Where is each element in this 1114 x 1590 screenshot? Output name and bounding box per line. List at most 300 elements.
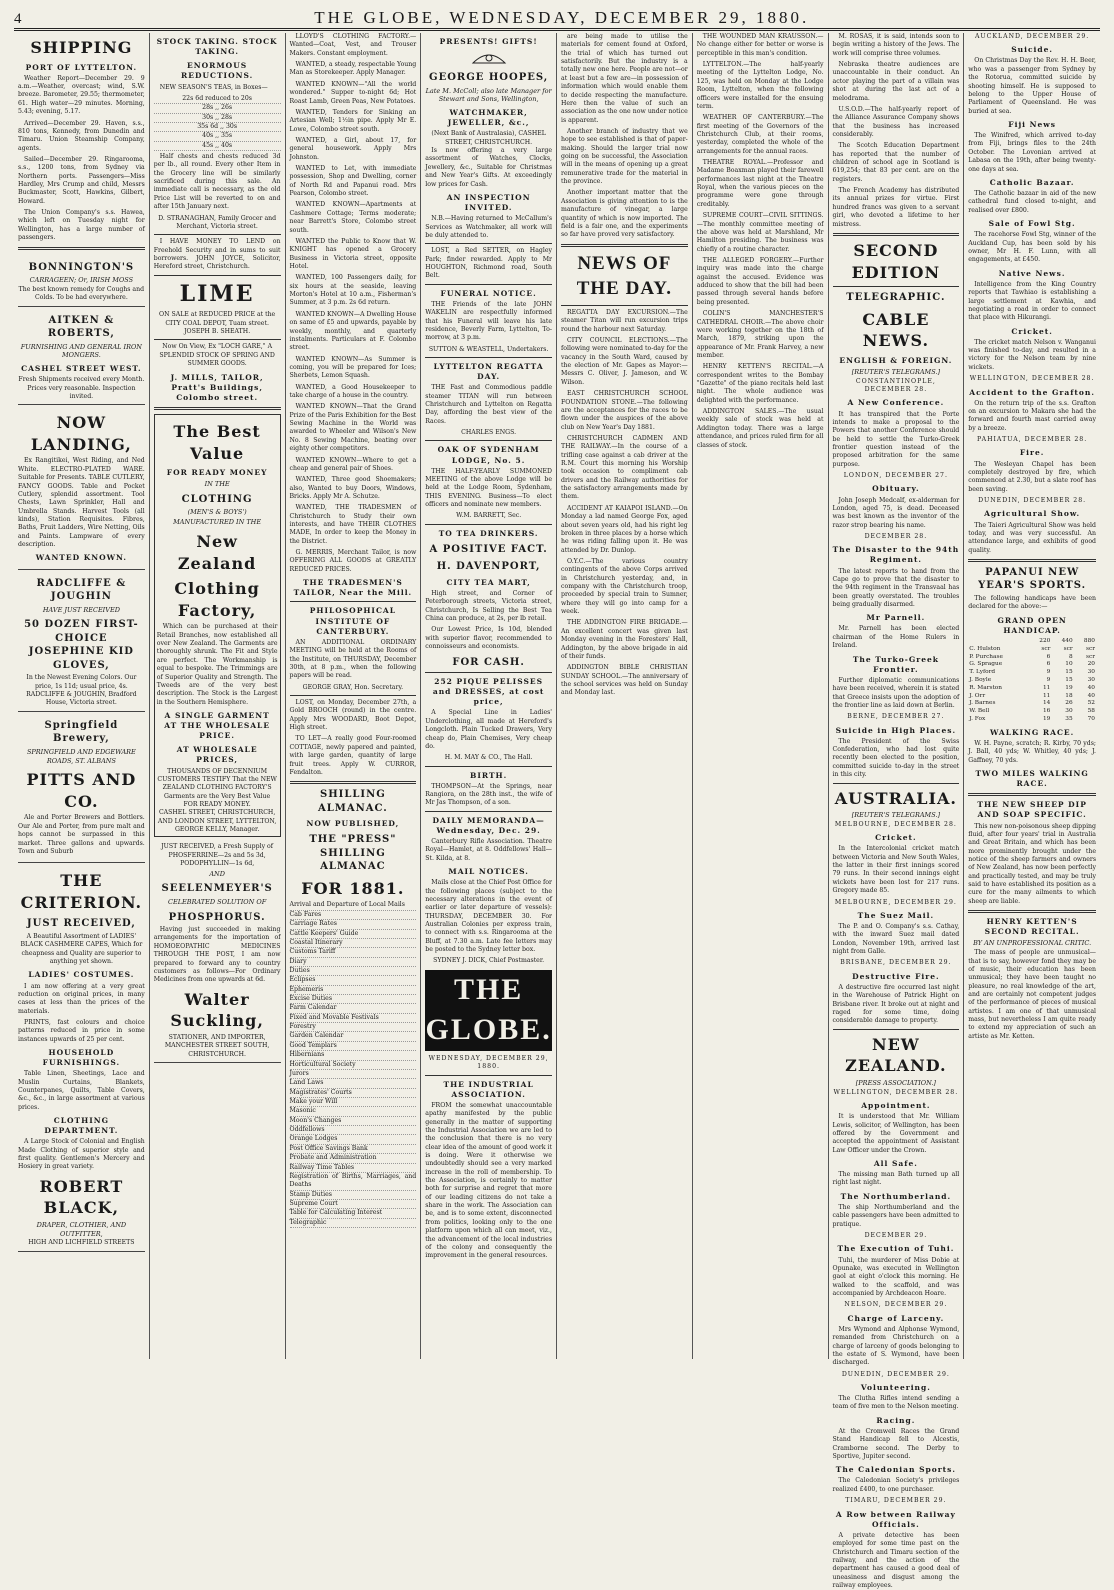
divider <box>561 244 688 247</box>
clothing-title: CLOTHING DEPARTMENT. <box>44 1116 119 1136</box>
almanac-item: Hibernians <box>290 1051 417 1060</box>
news-item: REGATTA DAY EXCURSION.—The steamer Titan will run excursion trips round the harbour next Saturday. <box>561 308 688 333</box>
dateline: MELBOURNE, DECEMBER 29. <box>834 898 957 906</box>
divider <box>425 1075 552 1076</box>
tele-text: The latest reports to hand from the Cape go to prove that the disaster to the 94th regiment in the Transvaal has been greatly overstated. The troubles being gradually disarmed. <box>832 567 960 608</box>
cell: 30 <box>1087 669 1095 676</box>
tele-text: It is understood that Mr. William Lewis, solicitor, of Wellington, has been offered by the Government and accepted the appointment of Assistant Law Officer under the Crown. <box>832 1113 960 1154</box>
hoopes-addr: (Next Bank of Australasia), CASHEL STREET, CHRISTCHURCH. <box>431 130 546 146</box>
tele-text: Further diplomatic communications have been received, wherein it is stated that Greece insists upon the adoption of the frontier line as laid down at Berlin. <box>832 676 960 709</box>
wanted-ad: WANTED, a Girl, about 17, for general housework. Apply Mrs Johnston. <box>289 136 417 161</box>
tele-text: A private detective has been employed for some time past on the Christchurch and Timaru section of the railway, and the action of the department has caused a good deal of uneasiness and disgust among the railway employees. <box>832 1531 960 1589</box>
tele-text: The Winifred, which arrived to-day from Fiji, brings files to the 24th October. The Lovonian arrived at Labasa on the 19th, after being twenty-one days at sea. <box>968 132 1096 173</box>
cable-news: CABLE NEWS. <box>862 309 930 351</box>
enormous-reductions: ENORMOUS REDUCTIONS. <box>181 61 254 81</box>
lime-title: LIME <box>179 280 255 307</box>
divider <box>425 357 552 358</box>
almanac-item: Farm Calendar <box>290 1004 417 1013</box>
cell: 9 <box>1046 669 1051 676</box>
divider <box>154 234 281 235</box>
memo-title: DAILY MEMORANDA—Wednesday, Dec. 29. <box>432 815 545 835</box>
hoopes-text: Is now offering a very large assortment of Watches, Clocks, Jewellery, &c., Suitable for Christmas and New Year's Gifts. At exceedingly low prices for Cash. <box>425 147 552 188</box>
divider <box>425 766 552 767</box>
household-text: Table Linen, Sheetings, Lace and Muslin Curtains, Blankets, Counterpanes, Quilts, Table Covers, &c., &c., in large assortment at various prices. <box>18 1070 145 1111</box>
handicap-table <box>968 638 1096 724</box>
column-7 <box>829 33 965 1589</box>
tele-text: The President of the Swiss Confederation, who had lost quite recently been elected to the position, committed suicide to-day in the street in this city. <box>832 737 960 779</box>
ladies-title: LADIES' COSTUMES. <box>28 970 135 980</box>
press-association: [PRESS ASSOCIATION.] <box>855 1078 936 1087</box>
royal-crest-icon <box>469 49 509 67</box>
divider <box>290 695 417 696</box>
tele-text: At the Cromwell Races the Grand Stand Handicap fell to Alcestis, Cramborne second. The Derby to Sportive, Jupiter second. <box>832 1427 960 1460</box>
regatta-text: THE Fast and Commodious paddle steamer TITAN will run between Christchurch and Lyttelton on Regatta Day, affording the best view of the Races. <box>425 384 552 425</box>
column-3 <box>286 33 422 1359</box>
tele-title: The Turko-Greek Frontier. <box>852 654 939 674</box>
news-of-the-day: NEWS OF THE DAY. <box>576 252 673 300</box>
almanac-item: Probate and Administration <box>290 1154 417 1163</box>
radcliffe-text: In the Newest Evening Colors. Our price, 1s 11d; usual price, 4s. <box>26 674 137 690</box>
para: U.S.O.D.—The half-yearly report of the Alliance Assurance Company shows that the business has increased considerably. <box>832 105 960 138</box>
column-2 <box>150 33 286 1359</box>
manufactured: MANUFACTURED IN THE <box>173 518 262 527</box>
regatta-sign: CHARLES ENGS. <box>461 429 517 437</box>
tele-title: Suicide in High Places. <box>835 725 957 735</box>
tele-text: The Clutha Rifles intend sending a team of five men to the Nelson meeting. <box>832 1395 960 1411</box>
almanac-item: Excise Duties <box>290 995 417 1004</box>
cell: 14 <box>1042 700 1051 707</box>
table-row <box>968 661 1096 669</box>
shipping-heading: SHIPPING <box>30 38 133 57</box>
pitts-title: PITTS AND CO. <box>26 770 137 811</box>
tea-price: 30s ,, 28s <box>154 114 281 123</box>
mails-text: Mails close at the Chief Post Office for the following places (subject to the necessary alterations in the event of earlier or later departure of vessels): THURSDAY, DECEMBER 30. For Australian Colonies per express train, to connect with s.s. Ringarooma at the Bluff, at 7.30 a.m. Late fee letters may be posted to the Sydney letter box. <box>425 879 552 954</box>
tele-text: The ship Northumberland and the cable passengers have been admitted to pratique. <box>832 1203 960 1228</box>
tele-title: A New Conference. <box>847 398 945 408</box>
telegraphic: TELEGRAPHIC. <box>846 292 946 304</box>
reuter: [REUTER'S TELEGRAMS.] <box>851 811 941 820</box>
prints-text: PRINTS, fast colours and choice patterns reduced in price in some instances upwards of 25 per cent. <box>18 1018 145 1043</box>
columns <box>14 33 1100 1589</box>
for-ready: FOR READY MONEY <box>166 468 268 478</box>
news-item: CITY COUNCIL ELECTIONS.—The following were nominated to-day for the vacancy in the South Ward, caused by the election of Mr. Gapes as Mayor:—Messrs C. Oliver, J. Jameson, and W. Wilson. <box>561 336 688 386</box>
best-value: The Best Value <box>173 421 261 463</box>
tea-price: 28s ,, 26s <box>154 104 281 113</box>
cell: 9 <box>1046 676 1051 683</box>
almanac-item: Customs Tariff <box>290 948 417 957</box>
almanac-item: Fixed and Movable Festivals <box>290 1014 417 1023</box>
cell: 35 <box>1065 716 1073 723</box>
almanac-item: Cab Fares <box>290 911 417 920</box>
radcliffe-sub: HAVE JUST RECEIVED <box>42 605 120 614</box>
almanac-item: Garden Calendar <box>290 1032 417 1041</box>
tele-text: Tuhi, the murderer of Miss Dobie at Opunake, was executed in Wellington gaol at eight o'clock this morning. He walked to the scaffold, and was accompanied by Archdeacon Hoare. <box>832 1256 960 1297</box>
union-note: The Union Company's s.s. Hawea, which left on Tuesday night for Wellington, has a large number of passengers. <box>18 209 145 242</box>
almanac-item: Forestry <box>290 1023 417 1032</box>
cell: C. Hulston <box>969 645 1001 652</box>
teas-text: Half chests and chests reduced 3d per lb., all round. Every other Item in the Grocery line will be similarly sacrificed during this sale. An immediate call is necessary, as the old Price List will be reverted to on and after 15th January next. <box>153 153 281 211</box>
tea-price: 35s 6d ,, 30s <box>154 123 281 132</box>
stranaghan: D. STRANAGHAN, Family Grocer and Merchant, Victoria street. <box>158 214 277 230</box>
tele-text: The P. and O. Company's s.s. Cathay, with the inward Suez mail dated London, November 19th, arrived last night from Galle. <box>832 923 960 956</box>
tele-text: The Wesleyan Chapel has been completely destroyed by fire, which commenced at 2.30, but a slate roof has been saving. <box>968 460 1096 493</box>
papanui-text: The following handicaps have been declared for the above:— <box>968 594 1096 611</box>
ketten-text: The mass of people are unmusical—that is to say, however fond they may be of music, their education has been unmusical; they have been taught no pleasure, no real knowledge of the art, and are certainly not competent judges of the performance of pieces of musical artistes. I am one of that unmusical mass, but nevertheless I am quite ready to extend my appreciation of such an artiste as Mr. Ketten. <box>968 949 1096 1040</box>
masthead <box>14 6 1100 31</box>
cell: 6 <box>1046 653 1051 660</box>
cottage-to-let: TO LET—A really good Four-roomed COTTAGE, newly papered and painted, with large garden, quantity of large fruit trees. Apply W. CURROR, Fendalton. <box>289 735 417 776</box>
news-item: CHRISTCHURCH CADMEN AND THE RAILWAY.—In the course of a trifling case against a cab driver at the R.M. Court this morning his Worship took occasion to compliment cab drivers and the Railway authorities for the satisfactory arrangements made by them. <box>561 434 688 501</box>
ad-landing <box>18 405 145 569</box>
wanted-ad: WANTED to Let, with immediate possession, Shop and Dwelling, corner of North Rd and Papanui road. Mrs Pearson, Colombo street. <box>289 165 417 198</box>
cell: 58 <box>1087 708 1095 715</box>
divider <box>833 233 960 236</box>
cell: 30 <box>1065 708 1073 715</box>
wanted-ad: WANTED KNOWN—That the Grand Prize of the Paris Exhibition for the Best Sewing Machine in the World was awarded to Wheeler and Wilson's New No. 8 Sewing Machine, beating over eighty other competitors. <box>289 403 417 453</box>
second-edition: SECOND EDITION <box>851 240 941 282</box>
tele-title: Volunteering. <box>860 1382 931 1392</box>
tele-title: The Execution of Tuhi. <box>837 1244 955 1254</box>
almanac-item: Post Office Savings Bank <box>290 1145 417 1154</box>
tele-text: A destructive fire occurred last night in the Warehouse of Patrick Hight on Brisbane river. It broke out at night and raged for some time, doing considerable damage to property. <box>832 983 960 1025</box>
cell: J. Orr <box>969 692 986 699</box>
phil-sign: GEORGE GRAY, Hon. Secretary. <box>302 683 404 691</box>
wanted-ad: WANTED KNOWN—Where to get a cheap and general pair of Shoes. <box>289 456 417 472</box>
divider <box>425 440 552 441</box>
divider <box>425 243 552 244</box>
news-item: ACCIDENT AT KAIAPOI ISLAND.—On Monday a lad named George Fox, aged about seven years old, had his right leg broken in three places by a horse which he was riding falling upon it. He was attended by Dr. Dunlop. <box>561 504 688 554</box>
positive-fact: A POSITIVE FACT. <box>429 543 548 555</box>
divider <box>290 601 417 602</box>
almanac-item: Coastal Itinerary <box>290 939 417 948</box>
dateline: WELLINGTON, DECEMBER 28. <box>833 1088 959 1096</box>
tele-text: It has transpired that the Porte intends to make a proposal to the Powers that another Conference should be held to settle the Turko-Greek frontier question instead of the proposed arbitration for the same purpose. <box>832 410 960 468</box>
almanac-item: Table for Calculating Interest <box>290 1209 417 1218</box>
table-row <box>968 700 1096 708</box>
bonnington-title: BONNINGTON'S <box>28 261 135 273</box>
now-published: NOW PUBLISHED, <box>306 819 400 829</box>
tele-text: In the Intercolonial cricket match between Victoria and New South Wales, the latter in their first innings scored 79 runs. In their second innings eight wickets have been lost for 217 runs. Gregory made 85. <box>832 845 960 895</box>
table-row <box>968 646 1096 654</box>
cell: 40 <box>1087 684 1095 691</box>
teas-title: NEW SEASON'S TEAS, in Boxes— <box>159 83 268 91</box>
radcliffe-addr: RADCLIFFE & JOUGHIN, Bradford House, Victoria street. <box>26 691 137 707</box>
cell: scr <box>1063 645 1073 652</box>
davenport: H. DAVENPORT, <box>436 561 541 573</box>
aitken-text: Fresh Shipments received every Month. Prices very reasonable. Inspection invited. <box>18 376 145 400</box>
almanac-contents <box>290 901 417 1228</box>
almanac-item: Diary <box>290 958 417 967</box>
wanted-ad: WANTED, a Good Housekeeper to take charge of a house in the country. <box>289 383 417 400</box>
cell: scr <box>1086 645 1095 652</box>
mens-boys: (MEN'S & BOYS') <box>187 508 247 517</box>
phos-title: JUST RECEIVED, a Fresh Supply of <box>161 843 274 851</box>
tele-title: Charge of Larceny. <box>847 1313 945 1323</box>
arrived: Arrived—December 29. Haven, s.s., 810 tons, Kennedy, from Dunedin and Timaru. Union Steamship Company, agents. <box>18 119 145 152</box>
almanac-item: Orange Lodges <box>290 1135 417 1144</box>
black-title: ROBERT BLACK, <box>39 1176 124 1218</box>
sailed: Sailed—December 29. Ringarooma, s.s., 1200 tons, from Sydney via Northern ports. Passengers—Miss Hardley, Mrs Crump and child, Messrs Buckmaster, Scott, Hawkins, Gilbert, Howard. <box>18 155 145 205</box>
editorial-paragraph: Another important matter that the Association is giving attention to is the manufacture of vinegar, a large quantity of which is now imported. The field is a fair one, and the experiments so far have proved very satisfactory. <box>561 189 688 239</box>
divider <box>833 783 960 784</box>
oddfellows-sign: W.M. BARRETT, Sec. <box>456 512 522 520</box>
wanted-ad: WANTED, 100 Passengers daily, for six hours at the seaside, leaving Morton's Hotel at 10 a.m., Fisherman's Summer, at 3 p.m. 2s 6d return. <box>289 274 417 307</box>
tele-title: Appointment. <box>861 1101 931 1111</box>
household-title: HOUSEHOLD FURNISHINGS. <box>42 1048 121 1068</box>
tele-title: Suicide. <box>1011 45 1053 55</box>
cell: J. Fox <box>969 716 986 723</box>
column-4 <box>421 33 557 1359</box>
australia: AUSTRALIA. <box>834 788 957 808</box>
divider <box>833 286 960 287</box>
news-item: THE ADDINGTON FIRE BRIGADE.—An excellent concert was given last Monday evening in the Foresters' Hall, Addington, by the above brigade in aid of their funds. <box>561 619 688 660</box>
plisses-title: 252 PIQUE PELISSES and DRESSES, at cost price, <box>432 677 545 707</box>
single-garment: A SINGLE GARMENT AT THE WHOLESALE PRICE. <box>164 710 271 741</box>
table-header <box>968 638 1096 646</box>
race-title: GRAND OPEN HANDICAP. <box>997 615 1067 635</box>
new-zealand: New Zealand <box>177 532 257 573</box>
news-item: WEATHER OF CANTERBURY.—The first meeting of the Governors of the Christchurch Club, at their rooms, yesterday, completed the whole of the arrangements for the annual races. <box>696 114 824 155</box>
tele-text: On Christmas Day the Rev. H. H. Beer, who was a passenger from Sydney by the Rotorua, committed suicide by shooting himself. He is supposed to belong to the Upper House of Parliament of Queensland. He was buried at sea. <box>968 57 1096 115</box>
dateline: AUCKLAND, DECEMBER 29. <box>974 33 1090 40</box>
page-number: 4 <box>14 11 24 27</box>
tele-text: Intelligence from the King Country reports that Tawhiao is establishing a large settlement at Kawhia, and negotiating a road in order to connect that place with Hikurangi. <box>968 280 1096 322</box>
english-foreign: ENGLISH & FOREIGN. <box>839 355 953 365</box>
almanac-item: Oddfellows <box>290 1126 417 1135</box>
industrial-title: THE INDUSTRIAL ASSOCIATION. <box>443 1079 534 1099</box>
tele-title: Cricket. <box>875 833 917 843</box>
almanac-item: Telegraphic <box>290 1219 417 1228</box>
sheep-dip-text: This new non-poisonous sheep dipping fluid, after four years' trial in Australia and Great Britain, and which has been more prominently brought under the notice of the sheep farmers and owners of New Zealand, has now been perfectly and practically tested, and may be truly said to have established its position as a cure for the many ailments to which sheep are liable. <box>968 822 1096 905</box>
wanted-ad: WANTED, THE TRADESMEN of Christchurch to Study their own interests, and have THEIR CLOTHES MADE, In order to keep the Money in the District. <box>289 504 417 545</box>
oddfellows-text: THE HALF-YEARLY SUMMONED MEETING of the above Lodge will be held at the Lodge Room, Sydenham, THIS EVENING. Business—To elect officers and nominate new members. <box>425 467 552 509</box>
news-item: LYTTELTON.—The half-yearly meeting of the Lyttelton Lodge, No. 125, was held on Monday at the Lodge Room, Lyttelton, when the following officers were installed for the ensuing term. <box>696 61 824 110</box>
tele-text: Mrs Wymond and Alphonse Wymond, remanded from Christchurch on a charge of larceny of goods belonging to the estate of S. Wymond, have been discharged. <box>832 1325 960 1367</box>
divider <box>425 811 552 812</box>
tailor: G. MERRIS, Merchant Tailor, is now OFFERING ALL GOODS at GREATLY REDUCED PRICES. <box>289 549 417 573</box>
tele-text: Mr. Parnell has been elected chairman of the Home Rulers in Ireland. <box>832 625 960 650</box>
suckling-sub: STATIONER, AND IMPORTER, MANCHESTER STREET SOUTH, CHRISTCHURCH. <box>164 1033 270 1058</box>
tele-title: Mr Parnell. <box>866 613 926 623</box>
divider <box>290 781 417 784</box>
aitken-street: CASHEL STREET WEST. <box>21 364 142 374</box>
tele-title: Racing. <box>876 1415 916 1425</box>
divider <box>154 407 281 410</box>
bonnington-text: The best known remedy for Coughs and Colds. To be had everywhere. <box>18 285 145 302</box>
birth-text: THOMPSON—At the Springs, near Rangiora, on the 28th inst., the wife of Mr Jas Thompson, of a son. <box>425 782 552 807</box>
criterion-title: THE CRITERION. <box>20 871 143 912</box>
aitken-sub: FURNISHING AND GENERAL IRON MONGERS. <box>20 342 142 360</box>
radcliffe-big: 50 DOZEN FIRST-CHOICE JOSEPHINE KID GLOVES, <box>24 619 139 671</box>
almanac-item: Cattle Keepers' Guide <box>290 930 417 939</box>
tele-text: On the return trip of the s.s. Grafton on an excursion to Makara she had the forward and fourth mast carried away by a breeze. <box>968 399 1096 432</box>
now-on-view: Now On View, Ex "LOCH GARE," A SPLENDID STOCK OF SPRING AND SUMMER GOODS. <box>159 343 275 368</box>
dateline: PAHIATUA, DECEMBER 28. <box>977 436 1088 444</box>
mails-title: MAIL NOTICES. <box>448 867 529 877</box>
cell: T. Lyford <box>969 669 996 676</box>
wanted-ad: WANTED KNOWN—A Dwelling House on same of £5 and upwards, payable by weekly, monthly, and quarterly instalments. Particulars at F. Colombo street. <box>289 310 417 352</box>
invited-text: N.B.—Having returned to McCallum's Services as Watchmaker, all work will be duly attended to. <box>425 215 552 239</box>
table-row <box>968 677 1096 685</box>
lime-text: ON SALE at REDUCED PRICE at the CITY COAL DEPOT, Tuam street. JOSEPH B. SHEATH. <box>159 311 276 336</box>
wanted-ad: WANTED, a steady, respectable Young Man as Storekeeper. Apply Manager. <box>289 61 417 77</box>
wanted-known: WANTED KNOWN. <box>35 553 128 563</box>
cell: 11 <box>1042 684 1051 691</box>
table-row <box>968 716 1096 724</box>
almanac-item: Magistrates' Courts <box>290 1089 417 1098</box>
almanac-item: Masonic <box>290 1107 417 1116</box>
divider <box>154 339 281 340</box>
dateline: BERNE, DECEMBER 27. <box>847 713 945 721</box>
press-almanac: THE "PRESS" SHILLING ALMANAC <box>309 834 397 873</box>
teas-list <box>154 95 281 151</box>
almanac-item: Horticultural Society <box>290 1061 417 1070</box>
lost-dog: LOST, a Red SETTER, on Hagley Park; finder rewarded. Apply to Mr HOUGHTON, Richmond road, South Belt. <box>425 247 552 280</box>
reuter: [REUTER'S TELEGRAMS.] <box>851 367 941 376</box>
phil-title: PHILOSOPHICAL INSTITUTE OF CANTERBURY. <box>309 606 397 636</box>
column-6 <box>693 33 829 1359</box>
tele-title: A Row between Railway Officials. <box>835 1509 956 1529</box>
tele-title: Obituary. <box>872 484 920 494</box>
papanui-title: PAPANUI NEW YEAR'S SPORTS. <box>978 566 1087 592</box>
news-item: O.Y.C.—The various country contingents of the above Corps arrived in Christchurch yesterday, and, in company with the Christchurch troop, proceeded by special train to Sumner, where they will go into camp for a week. <box>561 557 688 616</box>
seelenmeyer: SEELENMEYER'S <box>161 883 273 895</box>
wanted-ad: WANTED, Tenders for Sinking an Artesian Well; 1½in pipe. Apply Mr E. Lowe, Colombo street south. <box>289 108 417 133</box>
phos-items: PHOSFERRINE—2s and 5s 3d, PODOPHYLLIN—1s 6d, <box>168 851 266 868</box>
cell: J. Boyle <box>969 676 992 683</box>
factory-addr: CASHEL STREET, CHRISTCHURCH, AND LONDON STREET, LYTTELTON, GEORGE KELLY, Manager. <box>157 809 277 834</box>
almanac-item: Duties <box>290 967 417 976</box>
table-row <box>968 685 1096 693</box>
industrial-text: FROM the somewhat unaccountable apathy manifested by the public generally in the matter of supporting the Industrial Association we are led to the conclusion that there is no very clear idea of the amount of good work it is doing. Were it otherwise we undoubtedly should see a very marked increase in the roll of membership. To the Association, is certainly to matter both for surprise and regret that more of our leading citizens do not take a share in the work. The Association can be, and is to some extent, disconnected from politics, looking only to the one platform upon which all can meet, viz., the advancement of the local industries of the colony and consequently the improvement in the general resources. <box>425 1101 552 1260</box>
aitken-title: AITKEN & ROBERTS, <box>47 314 115 340</box>
tele-title: The Suez Mail. <box>857 910 935 920</box>
cell: 26 <box>1065 700 1073 707</box>
wanted-ad: WANTED KNOWN—"All the world wondered." Supper to-night 6d; Hot Roast Lamb, Green Peas, New Potatoes. <box>289 80 417 105</box>
presents-gifts: PRESENTS! GIFTS! <box>439 37 538 46</box>
dateline: DECEMBER 28. <box>864 532 928 540</box>
walk-text: W. H. Payne, scratch; R. Kirby, 70 yds; J. Ball, 40 yds; W. Whitley, 40 yds; J. Gaffney, 70 yds. <box>968 739 1096 764</box>
tele-title: All Safe. <box>873 1158 918 1168</box>
clothing-word: CLOTHING <box>181 493 253 505</box>
dateline: TIMARU, DECEMBER 29. <box>845 1497 947 1505</box>
weather-report: Weather Report—December 29. 9 a.m.—Weather, overcast; wind, S.W. breeze. Barometer, 29.55; thermometer, 61. High water—29 minutes. Morning, 5.43; evening, 5.17. <box>18 74 145 116</box>
almanac-item: Eclipses <box>290 976 417 985</box>
tele-text: The cricket match Nelson v. Wanganui was finished to-day, and resulted in a victory for the Nelson team by nine wickets. <box>968 338 1096 371</box>
cell: 16 <box>1042 708 1051 715</box>
tele-title: Fire. <box>1019 448 1045 458</box>
divider <box>154 275 281 276</box>
news-item: COLIN'S MANCHESTER'S CATHEDRAL CHOIR.—The above choir were working together on the 18th of March, 1879, striking upon the appearance of Mr. Frank Harvey, a new member. <box>696 310 824 359</box>
plisses-sign: H. M. MAY & CO., The Hall. <box>444 754 533 762</box>
ad-bonnington <box>18 254 145 307</box>
ad-aitken <box>18 307 145 406</box>
divider <box>833 1029 960 1030</box>
cell: 19 <box>1042 716 1051 723</box>
divider <box>425 284 552 285</box>
news-item: THEATRE ROYAL.—Professor and Madame Boaxman played their farewell performances last night at the Theatre Royal, when the various pieces on the programme were gone through creditably. <box>696 159 824 208</box>
divider <box>968 559 1096 562</box>
mills-tailor: J. MILLS, TAILOR, Pratt's Buildings, Colombo street. <box>170 372 264 402</box>
oddfellows-title: OAK OF SYDENHAM LODGE, No. 5. <box>437 445 540 465</box>
almanac-item: Moon's Changes <box>290 1117 417 1126</box>
tele-title: Cricket. <box>1011 326 1053 336</box>
divider <box>425 524 552 525</box>
plisses-text: A Special Line in Ladies' Underclothing, all made at Hereford's Longcloth. Plain Tucked Drawers, Very cheap do, Plain Chemises, Very cheap do. <box>425 709 552 750</box>
tea-price: 22s 6d reduced to 20s <box>154 95 281 104</box>
tele-title: Sale of Fowl Stg. <box>988 219 1076 229</box>
tea-price: 40s ,, 35s <box>154 132 281 141</box>
tele-title: The Disaster to the 94th Regiment. <box>832 545 960 565</box>
shilling-almanac: SHILLING ALMANAC. <box>317 789 388 814</box>
port-heading: PORT OF LYTTELTON. <box>25 62 138 72</box>
black-addr: HIGH AND LICHFIELD STREETS <box>28 1239 135 1247</box>
ladies-text: I am now offering at a very great reduction on original prices, in many cases at less than the prices of the materials. <box>18 982 145 1015</box>
news-item: HENRY KETTEN'S RECITAL.—A correspondent writes to the Bombay "Gazette" of the piano recitals held last night. The whole audience was delighted with the performance. <box>696 363 824 404</box>
funeral-title: FUNERAL NOTICE. <box>440 288 537 298</box>
tele-title: Accident to the Grafton. <box>969 387 1095 397</box>
table-row <box>968 708 1096 716</box>
news-item: ADDINGTON SALES.—The usual weekly sale of stock was held at Addington today. There was a large attendance, and prices ruled firm for all classes of stock. <box>696 408 824 449</box>
tele-text: John Joseph Medcalf, ex-alderman for London, aged 75, is dead. Deceased was best known as the inventor of the razor strop bearing his name. <box>832 496 960 529</box>
wholesale: AT WHOLESALE PRICES, <box>176 745 258 765</box>
table-row <box>968 693 1096 701</box>
tele-text: The Caledonian Society's privileges realized £400, to one purchaser. <box>832 1477 960 1493</box>
two-mile: TWO MILES WALKING RACE. <box>975 769 1089 789</box>
mails-sign: SYDNEY J. DICK, Chief Postmaster. <box>433 957 545 965</box>
ad-radcliffe <box>18 570 145 712</box>
tele-title: Fiji News <box>1008 120 1056 129</box>
almanac-item: Good Templars <box>290 1042 417 1051</box>
para: The French Academy has distributed its annual prizes for virtue. First hundred francs was given to a servant girl, who devoted a lifetime to her mistress. <box>832 187 960 228</box>
dateline: NELSON, DECEMBER 29. <box>844 1301 948 1309</box>
news-item: THE ALLEGED FORGERY.—Further inquiry was made into the charge against the accused. Evidence was adduced to show that the bill had been passed through several hands before being presented. <box>696 256 824 306</box>
tele-text: The missing man Bath turned up all right last night. <box>832 1171 960 1187</box>
cell: scr <box>1086 653 1095 660</box>
received-text: A Beautiful Assortment of LADIES' BLACK CASHMERE CAPES, Which for cheapness and Quality are superior to anything yet shown. <box>20 932 143 966</box>
davenport-text2: Our Lowest Price, Is 10d, blended with superior flavor, recommended to connoisseurs and economists. <box>425 626 552 651</box>
cell: 20 <box>1087 661 1095 668</box>
cell: 40 <box>1087 692 1095 699</box>
editorial-paragraph: are being made to utilise the materials for cement found at Oxford, the trial of which has turned out satisfactorily. But the industry is a totally new one here. People are not—or at least but a few are—in possession of information which would enable them to decide respecting the manufacture. Here then the value of such an association as the one now under notice is apparent. <box>561 33 688 124</box>
column-8 <box>964 33 1100 1359</box>
black-sub: DRAPER, CLOTHIER, AND OUTFITTER, <box>36 1220 127 1238</box>
suckling-title: Walter Suckling, <box>170 989 264 1031</box>
divider <box>968 910 1096 913</box>
almanac-item: Arrival and Departure of Local Mails <box>290 901 417 910</box>
almanac-item: Stamp Duties <box>290 1191 417 1200</box>
tele-title: Native News. <box>998 268 1066 278</box>
celebrated: CELEBRATED SOLUTION OF <box>168 897 267 906</box>
hoopes-sub: Late M. McColl; also late Manager for Stewart and Sons, Wellington, <box>425 86 552 104</box>
phos-and: AND <box>209 869 225 878</box>
davenport-text: High street, and Corner of Peterborough streets, Victoria street, Christchurch, Is Selling the Best Tea China can produce, at 2s, per lb retail. <box>425 590 552 623</box>
suckling-text: Having just succeeded in making arrangements for the importation of HOMOEOPATHIC MEDICINES THROUGH THE POST, I am now prepared to forward any to country customers as follows—For Ordinary Medicines from one upwards at 6d. <box>153 926 281 984</box>
para: The Scotch Education Department has reported that the number of children of school age in Scotland is 619,254; that 83 per cent. are on the registers. <box>832 142 960 183</box>
page-title: THE GLOBE, WEDNESDAY, DECEMBER 29, 1880. <box>314 8 810 27</box>
ad-clothing-factory <box>154 414 281 838</box>
news-item: EAST CHRISTCHURCH SCHOOL FOUNDATION STONE.—The following are the acceptances for the races to be flown under the auspices of the above club on New Year's Day 1881. <box>561 390 688 431</box>
hoopes-trade: WATCHMAKER, JEWELLER, &c., <box>447 108 530 128</box>
ad-phosphorus <box>154 840 281 1062</box>
divider <box>561 305 688 306</box>
almanac-item: Jurors <box>290 1070 417 1079</box>
the-globe-title: THE GLOBE. <box>425 970 552 1051</box>
thousands: THOUSANDS OF DECENNIUM CUSTOMERS TESTIFY That the NEW ZEALAND CLOTHING FACTORY'S Garments are the Very Best Value FOR READY MONEY. <box>157 767 277 809</box>
globe-date: WEDNESDAY, DECEMBER 29, 1880. <box>428 1054 549 1071</box>
wanted-ad: WANTED KNOWN—Apartments at Cashmere Cottage; Terms moderate; near Barrett's Store, Colombo street south. <box>289 201 417 234</box>
brewery-title: Springfield Brewery, <box>44 719 119 745</box>
